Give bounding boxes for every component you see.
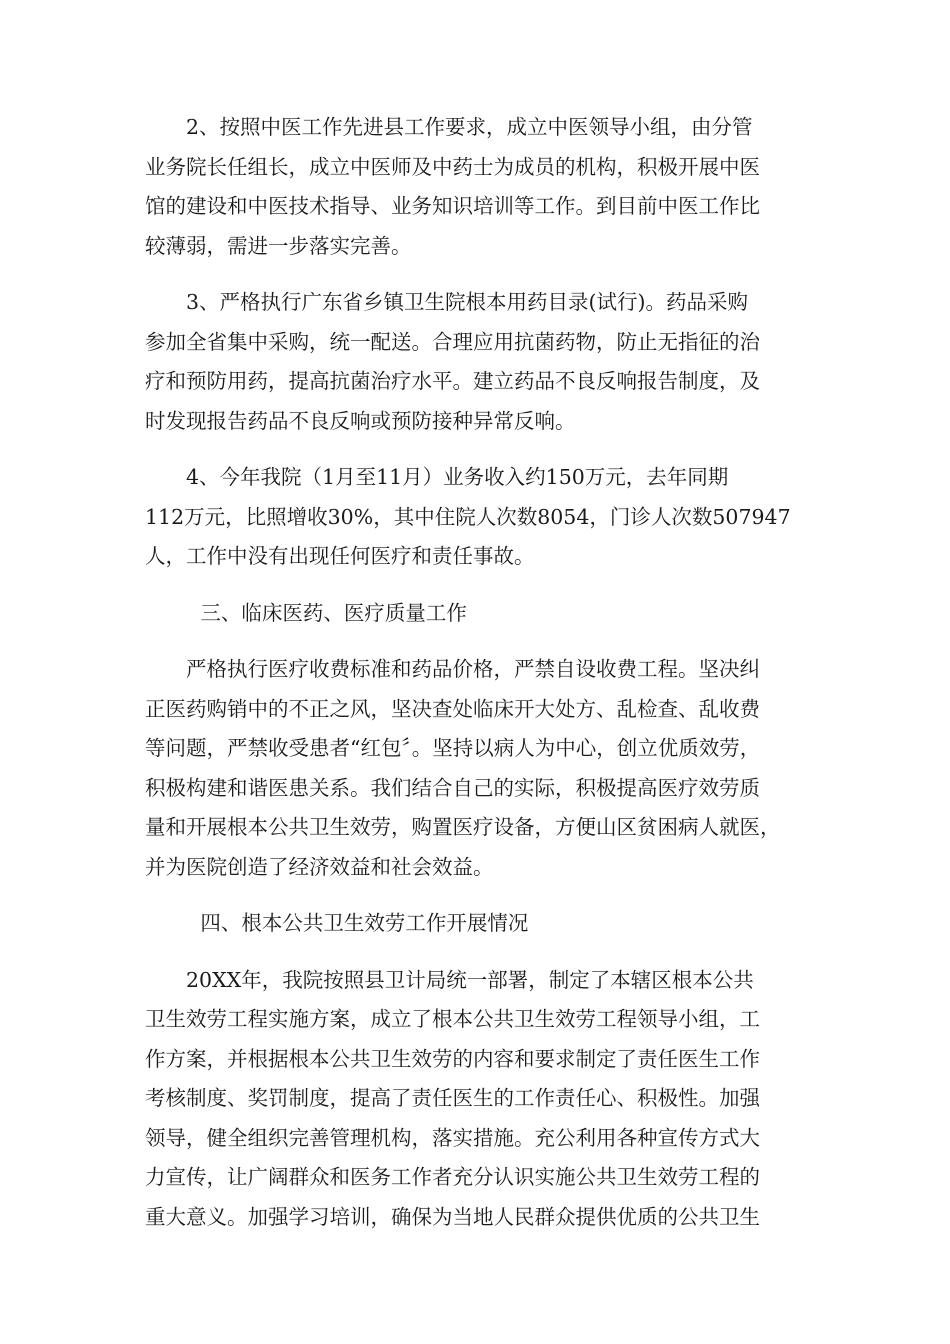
text-line: 参加全省集中采购，统一配送。合理应用抗菌药物，防止无指征的治 — [145, 329, 760, 354]
text-line: 量和开展根本公共卫生效劳，购置医疗设备，方便山区贫困病人就医， — [145, 815, 781, 839]
text-line: 正医药购销中的不正之风，坚决查处临床开大处方、乱检查、乱收费 — [145, 696, 760, 721]
text-line: 作方案，并根据根本公共卫生效劳的内容和要求制定了责任医生工作 — [145, 1046, 760, 1071]
text-line: 卫生效劳工程实施方案，成立了根本公共卫生效劳工程领导小组，工 — [145, 1007, 760, 1031]
text-line: 并为医院创造了经济效益和社会效益。 — [145, 854, 494, 879]
text-line: 领导，健全组织完善管理机构，落实措施。充公利用各种宣传方式大 — [145, 1125, 760, 1150]
text-line: 馆的建设和中医技术指导、业务知识培训等工作。到目前中医工作比 — [145, 194, 760, 218]
section-heading-clinical-quality: 三、临床医药、医疗质量工作 — [200, 600, 467, 625]
text-line: 等问题，严禁收受患者“红包〞。坚持以病人为中心，创立优质效劳， — [145, 736, 761, 760]
paragraph-item-3 — [145, 283, 810, 441]
text-line: 20XX年，我院按照县卫计局统一部署，制定了本辖区根本公共 — [186, 967, 754, 992]
text-line: 3、严格执行广东省乡镇卫生院根本用药目录(试行)。药品采购 — [186, 290, 749, 314]
text-line: 重大意义。加强学习培训，确保为当地人民群众提供优质的公共卫生 — [145, 1204, 760, 1229]
text-line: 严格执行医疗收费标准和药品价格，严禁自设收费工程。坚决纠 — [186, 657, 760, 681]
text-line: 疗和预防用药，提高抗菌治疗水平。建立药品不良反响报告制度，及 — [145, 369, 760, 393]
text-line: 考核制度、奖罚制度，提高了责任医生的工作责任心、积极性。加强 — [145, 1086, 760, 1110]
text-line: 人，工作中没有出现任何医疗和责任事故。 — [145, 544, 535, 568]
text-line: 较薄弱，需进一步落实完善。 — [145, 233, 412, 258]
text-line: 力宣传，让广阔群众和医务工作者充分认识实施公共卫生效劳工程的 — [145, 1165, 760, 1189]
paragraph-public-health — [145, 961, 810, 1238]
section-heading-public-health: 四、根本公共卫生效劳工作开展情况 — [200, 911, 529, 935]
text-line: 112万元，比照增收30%，其中住院人次数8054，门诊人次数507947 — [145, 504, 791, 529]
paragraph-clinical-quality — [145, 650, 810, 887]
document-body — [145, 108, 810, 1254]
paragraph-item-2 — [145, 108, 810, 266]
text-line: 4、今年我院（1月至11月）业务收入约150万元，去年同期 — [186, 465, 729, 489]
text-line: 积极构建和谐医患关系。我们结合自己的实际，积极提高医疗效劳质 — [145, 775, 760, 800]
text-line: 时发现报告药品不良反响或预防接种异常反响。 — [145, 408, 576, 433]
text-line: 2、按照中医工作先进县工作要求，成立中医领导小组，由分管 — [186, 115, 753, 139]
paragraph-item-4 — [145, 458, 810, 577]
text-line: 业务院长任组长，成立中医师及中药士为成员的机构，积极开展中医 — [145, 154, 760, 179]
